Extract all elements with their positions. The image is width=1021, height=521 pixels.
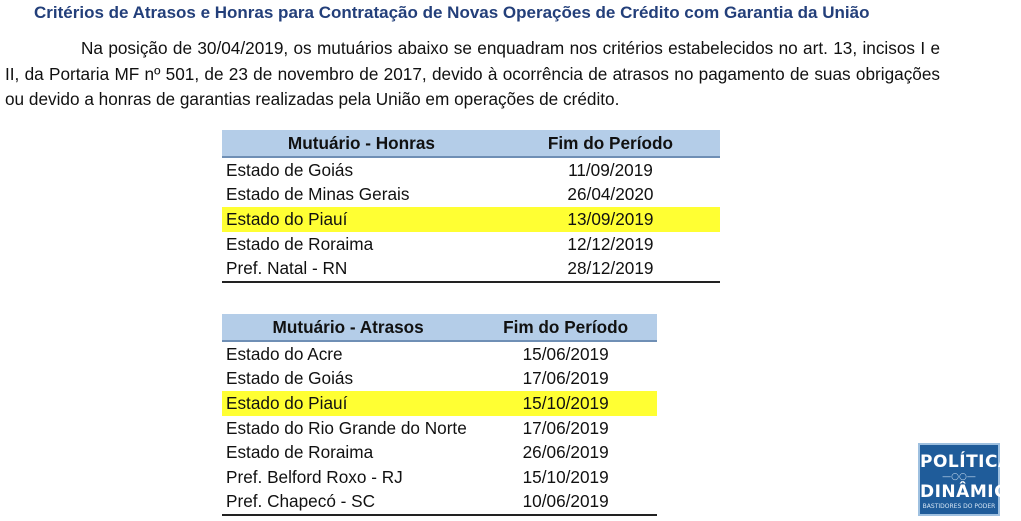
mutuario-cell: Pref. Belford Roxo - RJ <box>226 466 403 487</box>
fim-periodo-cell: 11/09/2019 <box>568 159 653 180</box>
honras-table <box>222 130 720 283</box>
mutuario-cell: Estado de Goiás <box>226 159 354 180</box>
table-row <box>222 232 720 257</box>
fim-periodo-cell: 17/06/2019 <box>522 417 609 438</box>
fim-periodo-cell: 28/12/2019 <box>501 256 720 282</box>
mutuario-cell: Estado do Acre <box>226 343 343 364</box>
honras-header-row <box>222 130 720 157</box>
logo-line2: DINÂMICA <box>920 482 1021 502</box>
mutuario-cell: Estado de Minas Gerais <box>226 184 410 205</box>
mutuario-cell: Estado do Piauí <box>222 207 501 232</box>
fim-periodo-cell: 17/06/2019 <box>522 368 609 389</box>
fim-periodo-cell: 10/06/2019 <box>474 490 657 516</box>
table-row <box>222 183 720 208</box>
table-row <box>222 207 720 232</box>
mutuario-cell: Pref. Natal - RN <box>222 256 501 282</box>
logo-tagline: BASTIDORES DO PODER <box>922 503 996 510</box>
honras-col-date-header: Fim do Período <box>501 130 720 157</box>
atrasos-col-name-header: Mutuário - Atrasos <box>222 314 474 341</box>
fim-periodo-cell: 26/06/2019 <box>522 442 609 463</box>
fim-periodo-cell: 15/06/2019 <box>522 343 609 364</box>
table-row <box>222 341 657 367</box>
table-row <box>222 440 657 465</box>
atrasos-header-row <box>222 314 657 341</box>
honras-table-body <box>222 157 720 282</box>
table-row <box>222 490 657 516</box>
atrasos-col-date-header: Fim do Período <box>474 314 657 341</box>
document-title: Critérios de Atrasos e Honras para Contratação de Novas Operações de Crédito com Garantia da União <box>34 3 870 22</box>
fim-periodo-cell: 12/12/2019 <box>567 233 654 254</box>
mutuario-cell: Estado de Roraima <box>226 233 374 254</box>
intro-paragraph: Na posição de 30/04/2019, os mutuários abaixo se enquadram nos critérios estabelecidos no art. 13, incisos I e II, da Portaria MF nº 501, de 23 de novembro de 2017, devido à ocorrência de atrasos no pagamento de suas obrigações ou devido a honras de garantias realizadas pela União em operações de crédito. <box>5 38 940 109</box>
fim-periodo-cell: 15/10/2019 <box>474 391 657 416</box>
table-row <box>222 391 657 416</box>
fim-periodo-cell: 26/04/2020 <box>567 184 654 205</box>
fim-periodo-cell: 13/09/2019 <box>501 207 720 232</box>
atrasos-table <box>222 314 657 516</box>
mutuario-cell: Estado de Roraima <box>226 442 374 463</box>
logo-divider-icon: —○○— <box>942 472 976 482</box>
table-row <box>222 256 720 282</box>
logo-line1: POLÍTICA <box>920 452 1012 472</box>
table-row <box>222 416 657 441</box>
table-row <box>222 367 657 392</box>
table-row <box>222 465 657 490</box>
mutuario-cell: Pref. Chapecó - SC <box>222 490 474 516</box>
fim-periodo-cell: 15/10/2019 <box>522 466 609 487</box>
politica-dinamica-logo <box>918 443 1021 516</box>
mutuario-cell: Estado do Piauí <box>222 391 474 416</box>
atrasos-table-body <box>222 341 657 515</box>
mutuario-cell: Estado do Rio Grande do Norte <box>226 417 467 438</box>
mutuario-cell: Estado de Goiás <box>226 368 354 389</box>
honras-col-name-header: Mutuário - Honras <box>222 130 501 157</box>
table-row <box>222 157 720 183</box>
